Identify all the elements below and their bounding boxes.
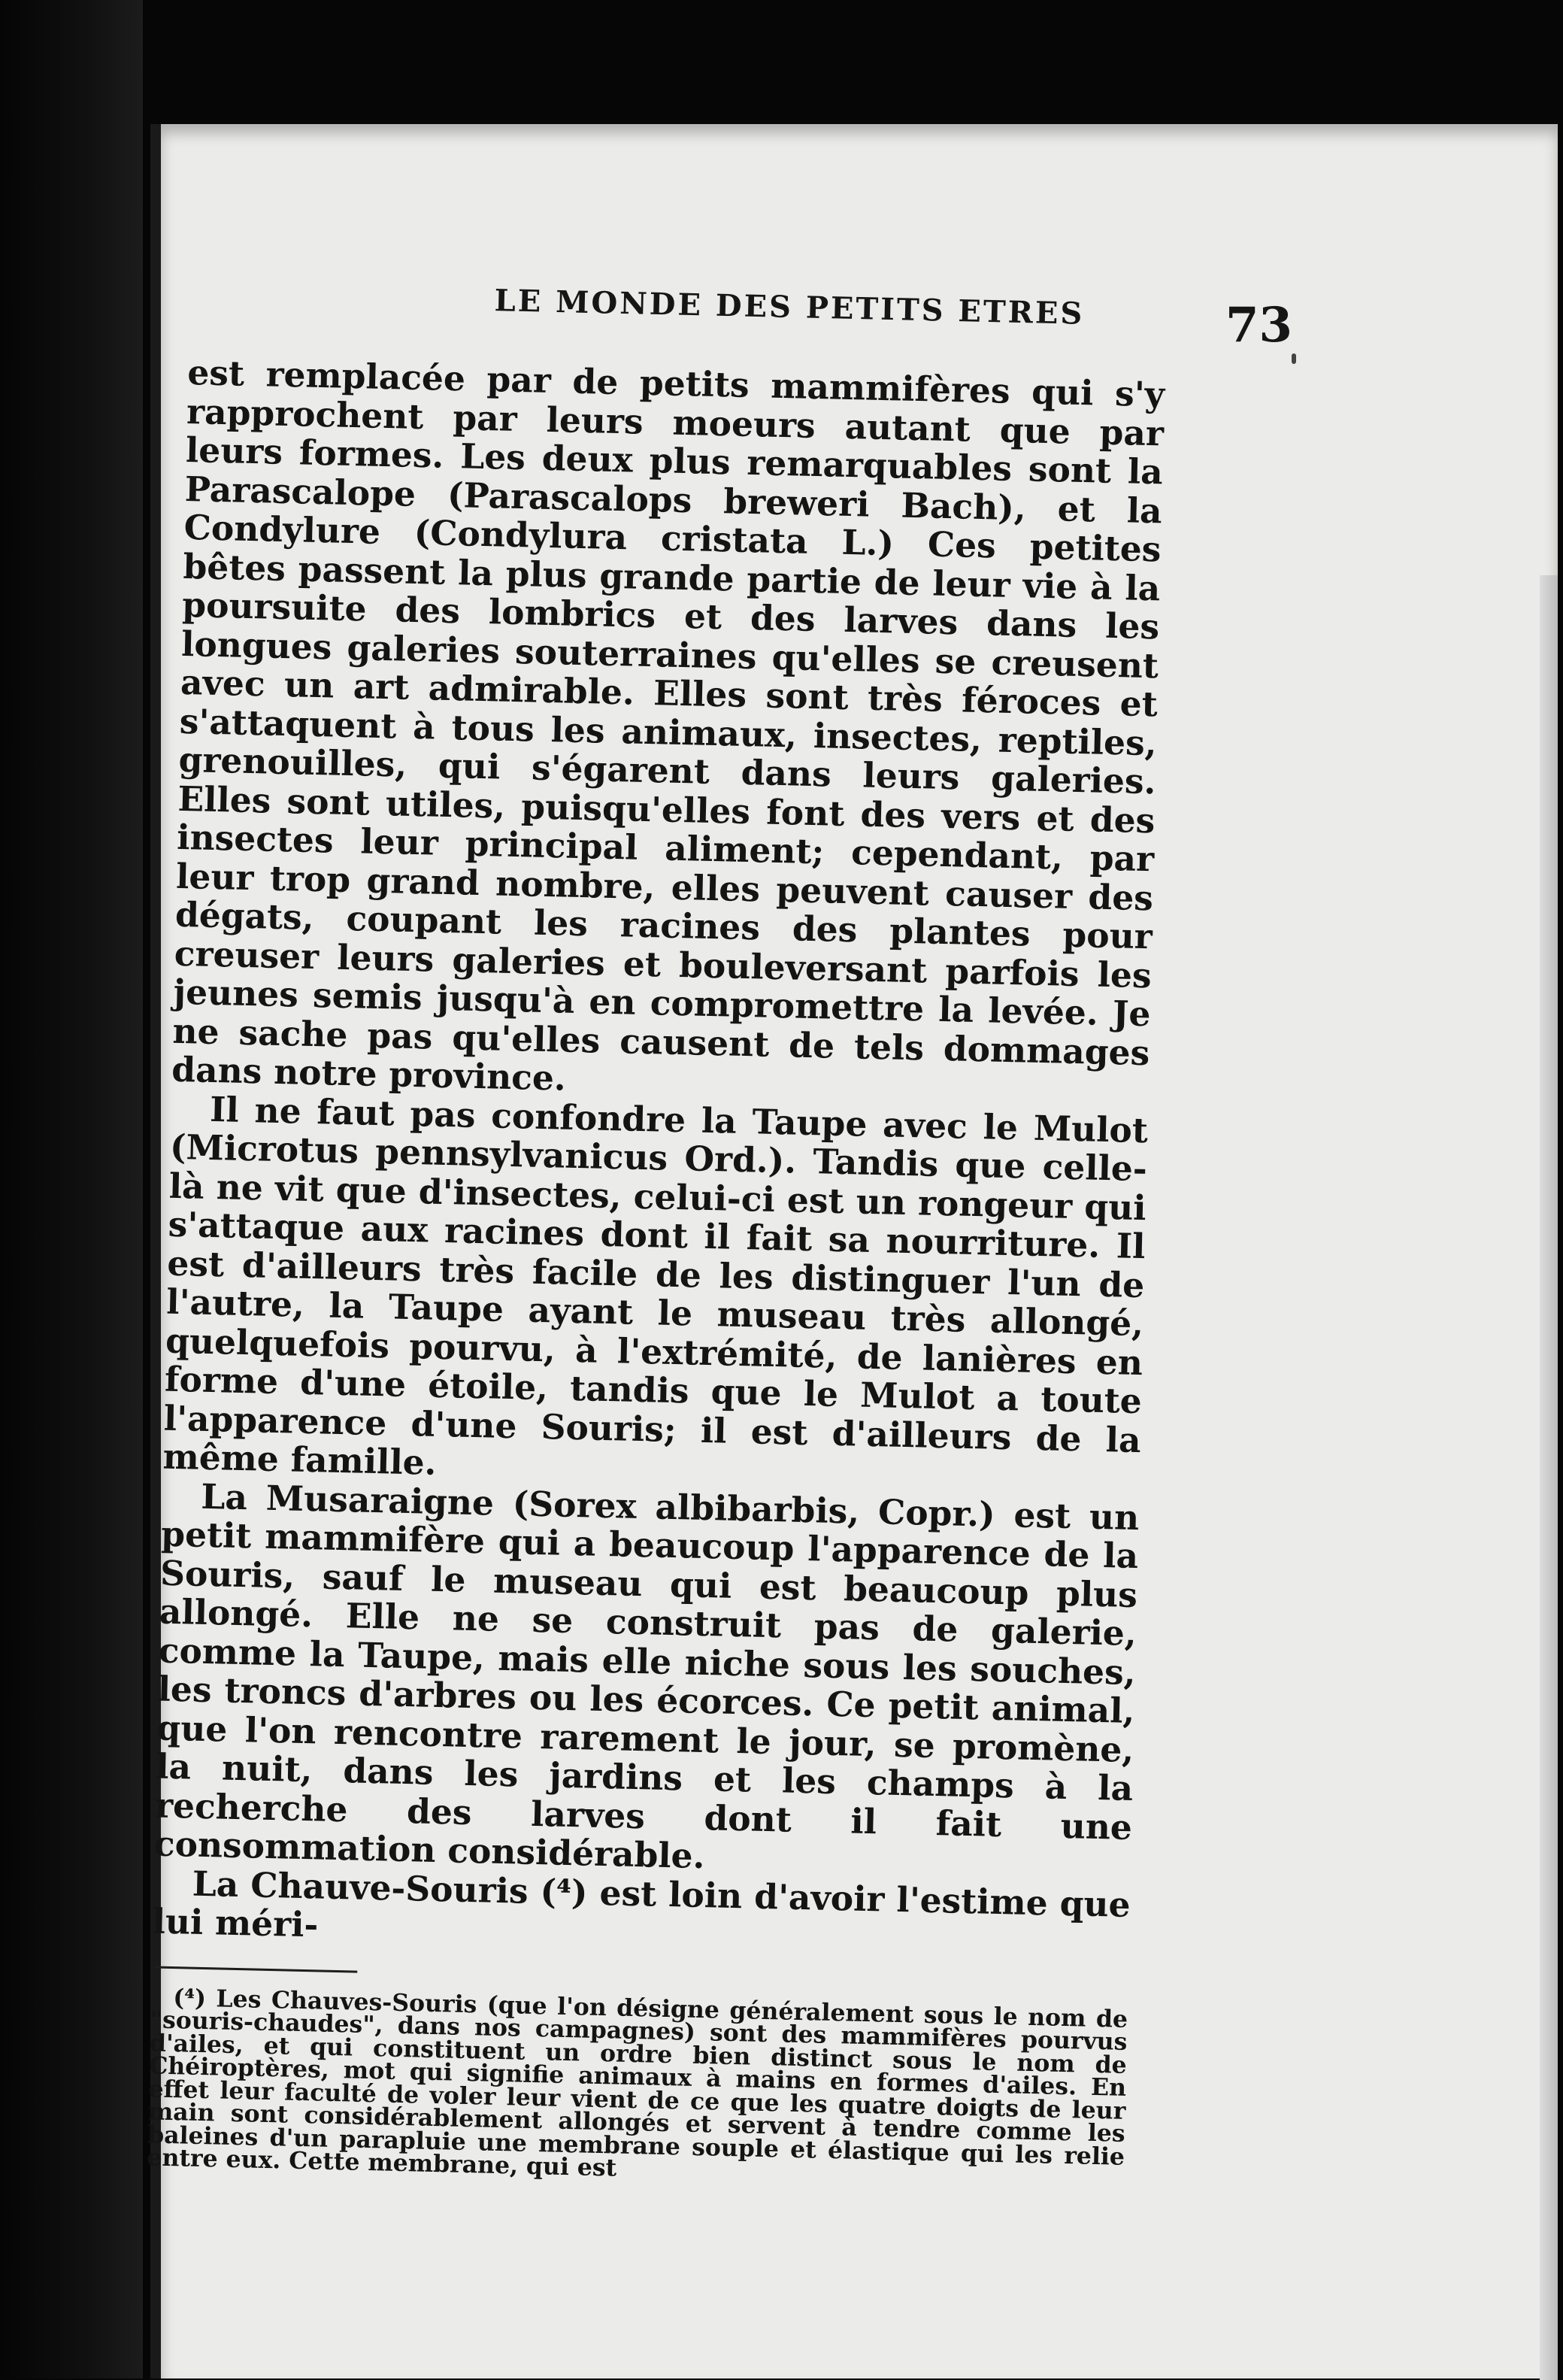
page-edge-shadow: [1540, 575, 1558, 2380]
footnote-text: (⁴) Les Chauves-Souris (que l'on désigne généralement sous le nom de "souris-chaudes", dans nos campagnes) sont des mammifères pourvus d'ailes, et qui constituent un ordre bien distinct sous le nom de Chéiroptères, mot qui signifie animaux à mains en formes d'ailes. En effet leur faculté de voler leur vient de ce que les quatre doigts de leur main sont considérablement allongés et servent à tendre comme les baleines d'un parapluie une membrane souple et élastique qui les relie entre eux. Cette membrane, qui est: [147, 1983, 1128, 2182]
paragraph: Il ne faut pas confondre la Taupe avec le Mulot (Microtus pennsylvanicus Ord.). Tandis que celle-là ne vit que d'insectes, celui-ci est un rongeur qui s'attaque aux racines dont il fait sa nourriture. Il est d'ailleurs très facile de les distinguer l'un de l'autre, la Taupe ayant le museau très allongé, quelquefois pourvu, à l'extrémité, de lanières en forme d'une étoile, tandis que le Mulot a toute l'apparence d'une Souris; il est d'ailleurs de la même famille.: [162, 1088, 1149, 1483]
paragraph: est remplacée par de petits mammifères qui s'y rapprochent par leurs moeurs autant que par leurs formes. Les deux plus remarquables sont la Parascalope (Parascalops breweri Bach), et la Condylure (Condylura cristata L.) Ces petites bêtes passent la plus grande partie de leur vie à la poursuite des lombrics et des larves dans les longues galeries souterraines qu'elles se creusent avec un art admirable. Elles sont très féroces et s'attaquent à tous les animaux, insectes, reptiles, grenouilles, qui s'égarent dans leurs galeries. Elles sont utiles, puisqu'elles font des vers et des insectes leur principal aliment; cependant, par leur trop grand nombre, elles peuvent causer des dégats, coupant les racines des plantes pour creuser leurs galeries et bouleversant parfois les jeunes semis jusqu'à en compromettre la levée. Je ne sache pas qu'elles causent de tels dommages dans notre province.: [171, 352, 1165, 1099]
paragraph: La Chauve-Souris (⁴) est loin d'avoir l'estime que lui méri-: [152, 1863, 1131, 1945]
footnote: [147, 1983, 1128, 2191]
paragraph: La Musaraigne (Sorex albibarbis, Copr.) est un petit mammifère qui a beaucoup l'apparence de la Souris, sauf le museau qui est beaucoup plus allongé. Elle ne se construit pas de galerie, comme la Taupe, mais elle niche sous les souches, les troncs d'arbres ou les écorces. Ce petit animal, que l'on rencontre rarement le jour, se promène, la nuit, dans les jardins et les champs à la recherche des larves dont il fait une consommation considérable.: [153, 1475, 1140, 1877]
body-text: [152, 353, 1165, 1963]
scan-speck: [1292, 353, 1296, 364]
footnote-separator: [154, 1966, 357, 1972]
page-text: [147, 353, 1165, 2191]
running-header: LE MONDE DES PETITS ETRES: [494, 283, 1085, 332]
page-number: 73: [1225, 297, 1293, 353]
scan-dark-border: [0, 0, 143, 2378]
